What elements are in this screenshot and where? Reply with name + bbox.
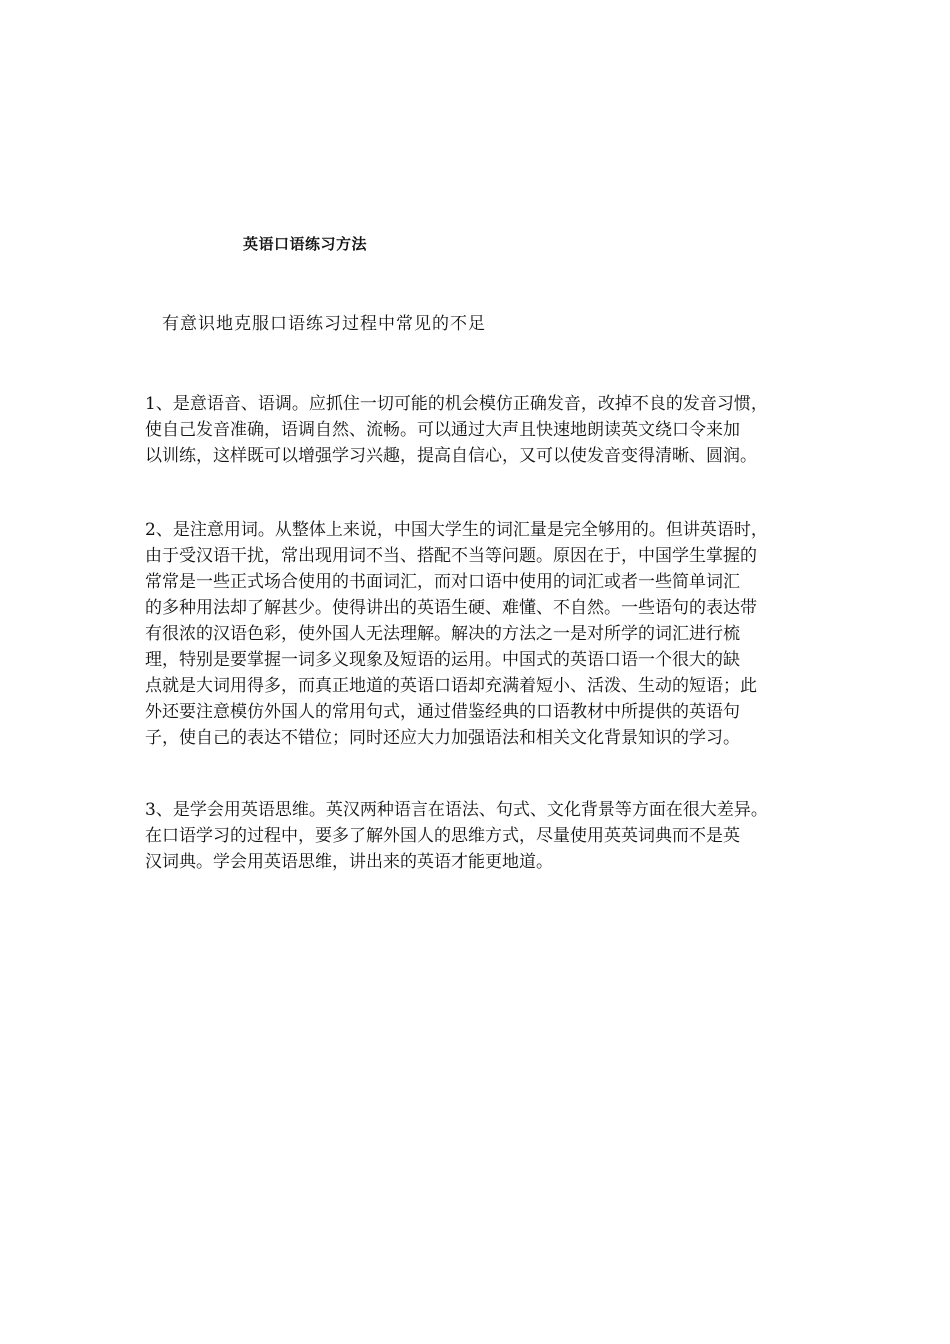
paragraph-2 bbox=[145, 517, 809, 751]
document-title: 英语口语练习方法 bbox=[243, 235, 368, 253]
paragraph-line: 理，特别是要掌握一词多义现象及短语的运用。中国式的英语口语一个很大的缺 bbox=[145, 650, 740, 670]
paragraph-line: 3、是学会用英语思维。英汉两种语言在语法、句式、文化背景等方面在很大差异。 bbox=[145, 800, 768, 820]
paragraph-line: 在口语学习的过程中，要多了解外国人的思维方式，尽量使用英英词典而不是英 bbox=[145, 826, 740, 846]
document-subtitle: 有意识地克服口语练习过程中常见的不足 bbox=[162, 314, 486, 334]
paragraph-line: 有很浓的汉语色彩，使外国人无法理解。解决的方法之一是对所学的词汇进行梳 bbox=[145, 624, 740, 644]
paragraph-line: 子，使自己的表达不错位；同时还应大力加强语法和相关文化背景知识的学习。 bbox=[145, 728, 740, 748]
paragraph-1 bbox=[145, 391, 809, 469]
paragraph-line: 2、是注意用词。从整体上来说，中国大学生的词汇量是完全够用的。但讲英语时， bbox=[145, 520, 768, 540]
paragraph-line: 外还要注意模仿外国人的常用句式，通过借鉴经典的口语教材中所提供的英语句 bbox=[145, 702, 740, 722]
paragraph-line: 1、是意语音、语调。应抓住一切可能的机会模仿正确发音，改掉不良的发音习惯， bbox=[145, 394, 768, 414]
paragraph-line: 由于受汉语干扰，常出现用词不当、搭配不当等问题。原因在于，中国学生掌握的 bbox=[145, 546, 757, 566]
paragraph-line: 点就是大词用得多，而真正地道的英语口语却充满着短小、活泼、生动的短语；此 bbox=[145, 676, 757, 696]
paragraph-line: 使自己发音准确，语调自然、流畅。可以通过大声且快速地朗读英文绕口令来加 bbox=[145, 420, 740, 440]
paragraph-line: 常常是一些正式场合使用的书面词汇，而对口语中使用的词汇或者一些简单词汇 bbox=[145, 572, 740, 592]
paragraph-line: 汉词典。学会用英语思维，讲出来的英语才能更地道。 bbox=[145, 852, 553, 872]
paragraph-line: 以训练，这样既可以增强学习兴趣，提高自信心，又可以使发音变得清晰、圆润。 bbox=[145, 446, 757, 466]
paragraph-3 bbox=[145, 797, 809, 875]
paragraph-line: 的多种用法却了解甚少。使得讲出的英语生硬、难懂、不自然。一些语句的表达带 bbox=[145, 598, 757, 618]
